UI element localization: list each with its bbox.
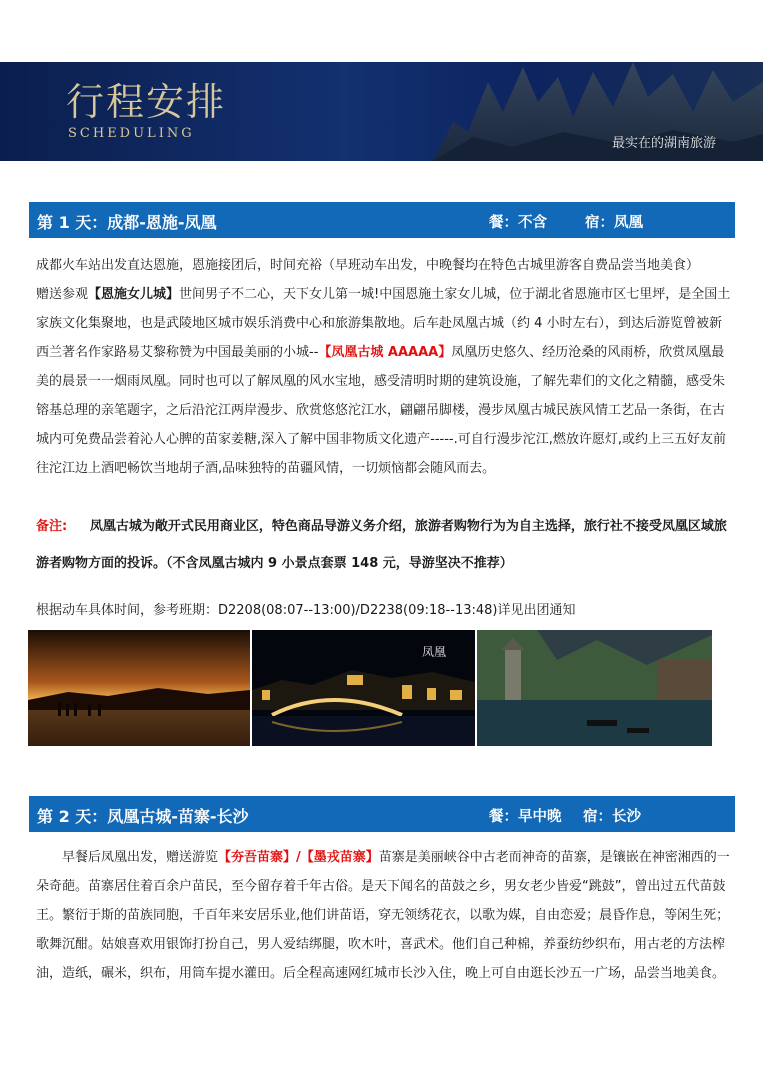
day1-meals: 餐：不含 [489, 215, 547, 231]
day2-title: 第 2 天：凤凰古城-苗寨-长沙 [37, 807, 249, 826]
day1-text-c: 世间男子不二心，天下女儿第一城!中国恩施土家女儿城，位于湖北省恩施市区七里坪，是全国土家族文化集聚地，也是武陵地区城市娱乐消费中心和旅游集散地。后车赴凤凰古城（约 4 小时左右），到达后游览曾被新西兰著名作家路易艾黎称赞为中国最美丽的小城-- [36, 287, 731, 360]
day1-note-text: 凤凰古城为敞开式民用商业区，特色商品导游义务介绍，旅游者购物行为为自主选择，旅行社不接受凤凰区域旅游者购物方面的投诉。（不含凤凰古城内 9 小景点套票 148 元，导游坚决不推荐） [36, 519, 727, 571]
day1-paragraph-1: 成都火车站出发直达恩施，恩施接团后，时间充裕（早班动车出发，中晚餐均在特色古城里游客自费品尝当地美食） [36, 258, 700, 273]
day1-note-label: 备注: [36, 519, 68, 534]
river-pagoda-photo [477, 630, 712, 746]
day1-header [29, 202, 735, 238]
day2-highlight-miaozhai: 【夯吾苗寨】/【墨戎苗寨】 [218, 850, 379, 865]
photo-caption-fenghuang: 凤凰 [422, 645, 447, 659]
day1-stay: 宿：凤凰 [585, 215, 643, 231]
banner-title: 行程安排 [66, 80, 227, 124]
day1-highlight-enshi: 【恩施女儿城】 [88, 287, 180, 302]
day2-stay: 宿：长沙 [583, 809, 641, 825]
day1-text-a: 赠送参观 [36, 287, 89, 302]
day1-title: 第 1 天：成都-恩施-凤凰 [37, 213, 217, 232]
day1-paragraph-2 [36, 280, 734, 483]
day2-meals: 餐：早中晚 [489, 809, 562, 825]
day1-text-e: 凤凰历史悠久、经历沧桑的风雨桥，欣赏凤凰最美的晨景一一烟雨凤凰。同时也可以了解凤凰的风水宝地，感受清明时期的建筑设施，了解先辈们的文化之精髓，感受朱镕基总理的亲笔题字，之后沿沱江两岸漫步、欣赏悠悠沱江水，翩翩吊脚楼，漫步凤凰古城民族风情工艺品一条街，在古城内可免费品尝着沁人心脾的苗家姜糖,深入了解中国非物质文化遗产-----.可自行漫步沱江,燃放许愿灯,或约上三五好友前往沱江边上酒吧畅饮当地胡子酒,品味独特的苗疆风情，一切烦恼都会随风而去。 [36, 345, 726, 476]
day2-header [29, 796, 735, 832]
day2-paragraph [36, 843, 734, 988]
night-bridge-photo [252, 630, 475, 746]
day2-text-a: 早餐后凤凰出发，赠送游览 [62, 850, 219, 865]
banner-subtitle: SCHEDULING [68, 126, 195, 141]
banner-slogan: 最实在的湖南旅游 [612, 136, 717, 151]
day2-text-c: 苗寨是美丽峡谷中古老而神奇的苗寨，是镶嵌在神密湘西的一朵奇葩。苗寨居住着百余户苗民，至今留存着千年古俗。是天下闻名的苗鼓之乡，男女老少皆爱“跳鼓”，曾出过五代苗鼓王。繁衍于斯的苗族同胞，千百年来安居乐业,他们讲苗语，穿无领绣花衣，以歌为媒，自由恋爱；晨昏作息，等闲生死；歌舞沉酣。姑娘喜欢用银饰打扮自己，男人爱结绑腿，吹木叶，喜武术。他们自己种棉，养蚕纺纱织布，用古老的方法榨油，造纸，碾米，织布，用筒车提水灌田。后全程高速网红城市长沙入住，晚上可自由逛长沙五一广场，品尝当地美食。 [36, 850, 730, 981]
day1-note [36, 508, 734, 582]
day1-highlight-fenghuang: 【凤凰古城 AAAAA】 [318, 345, 452, 360]
sunset-photo [28, 630, 250, 746]
day1-train-info: 根据动车具体时间，参考班期：D2208(08:07--13:00)/D2238(09:18--13:48)详见出团通知 [36, 603, 576, 618]
